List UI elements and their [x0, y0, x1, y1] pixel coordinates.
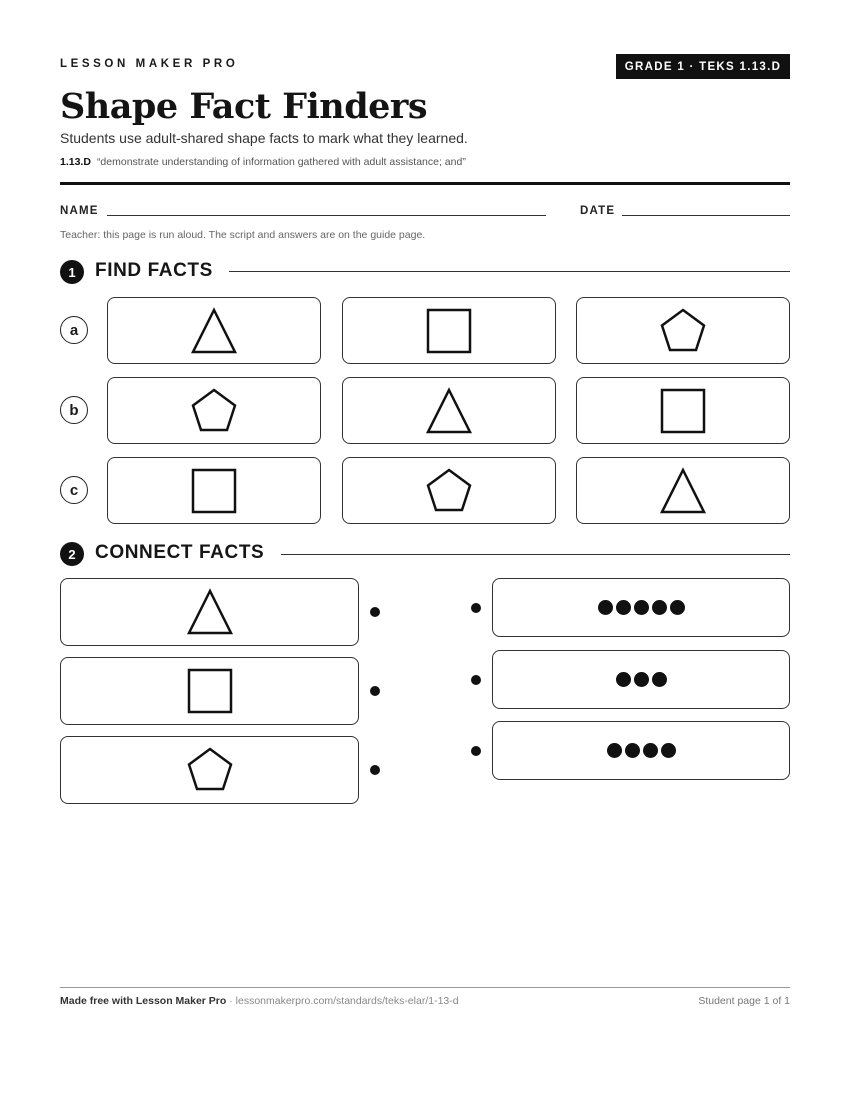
count-dot: [616, 672, 631, 687]
triangle-icon: [190, 307, 238, 355]
brand-name: LESSON MAKER PRO: [60, 58, 239, 70]
name-label: NAME: [60, 205, 99, 217]
connect-shape-card[interactable]: [60, 657, 359, 725]
shape-card-c1[interactable]: [107, 457, 321, 524]
triangle-icon: [186, 588, 234, 636]
teacher-note: Teacher: this page is run aloud. The script and answers are on the guide page.: [60, 229, 426, 241]
dot-count-card[interactable]: [492, 650, 790, 709]
section-1-rule: [229, 271, 790, 272]
dot-group: [616, 672, 667, 687]
connect-dot-right[interactable]: [471, 603, 481, 613]
square-icon: [659, 387, 707, 435]
row-label-c: c: [60, 476, 88, 504]
footer-brand: Made free with Lesson Maker Pro: [60, 995, 227, 1007]
connect-shape-card[interactable]: [60, 736, 359, 804]
row-label-a: a: [60, 316, 88, 344]
dot-group: [598, 600, 685, 615]
count-dot: [643, 743, 658, 758]
count-dot: [598, 600, 613, 615]
connect-dot-right[interactable]: [471, 675, 481, 685]
footer-separator: ·: [226, 995, 236, 1007]
grade-badge: GRADE 1 · TEKS 1.13.D: [616, 54, 790, 79]
header-divider: [60, 182, 790, 185]
pentagon-icon: [659, 307, 707, 355]
pentagon-icon: [190, 387, 238, 435]
count-dot: [616, 600, 631, 615]
connect-dot-left[interactable]: [370, 765, 380, 775]
shape-card-b1[interactable]: [107, 377, 321, 444]
dot-count-card[interactable]: [492, 721, 790, 780]
triangle-icon: [659, 467, 707, 515]
name-field[interactable]: [107, 215, 546, 216]
count-dot: [634, 672, 649, 687]
count-dot: [652, 600, 667, 615]
section-2-title: CONNECT FACTS: [95, 542, 265, 563]
square-icon: [425, 307, 473, 355]
standard-text: “demonstrate understanding of information gathered with adult assistance; and”: [96, 156, 466, 168]
connect-dot-left[interactable]: [370, 686, 380, 696]
section-2-rule: [281, 554, 790, 555]
shape-card-c3[interactable]: [576, 457, 790, 524]
footer-url[interactable]: lessonmakerpro.com/standards/teks-elar/1-13-d: [235, 995, 459, 1007]
standard-code: 1.13.D: [60, 156, 91, 168]
count-dot: [670, 600, 685, 615]
count-dot: [625, 743, 640, 758]
shape-card-b3[interactable]: [576, 377, 790, 444]
shape-card-a1[interactable]: [107, 297, 321, 364]
footer-page-number: Student page 1 of 1: [698, 995, 790, 1007]
footer-credit: [60, 995, 459, 1007]
square-icon: [190, 467, 238, 515]
page-subtitle: Students use adult-shared shape facts to mark what they learned.: [60, 130, 468, 146]
pentagon-icon: [425, 467, 473, 515]
row-label-b: b: [60, 396, 88, 424]
count-dot: [634, 600, 649, 615]
standard-line: [60, 156, 466, 168]
shape-card-b2[interactable]: [342, 377, 556, 444]
date-field[interactable]: [622, 215, 790, 216]
connect-shape-card[interactable]: [60, 578, 359, 646]
shape-card-a2[interactable]: [342, 297, 556, 364]
triangle-icon: [425, 387, 473, 435]
count-dot: [652, 672, 667, 687]
square-icon: [186, 667, 234, 715]
page-title: Shape Fact Finders: [60, 86, 428, 127]
footer-divider: [60, 987, 790, 988]
dot-group: [607, 743, 676, 758]
date-label: DATE: [580, 205, 616, 217]
section-1-title: FIND FACTS: [95, 260, 213, 281]
connect-dot-right[interactable]: [471, 746, 481, 756]
pentagon-icon: [186, 746, 234, 794]
section-1-number: 1: [60, 260, 84, 284]
dot-count-card[interactable]: [492, 578, 790, 637]
section-2-number: 2: [60, 542, 84, 566]
connect-dot-left[interactable]: [370, 607, 380, 617]
shape-card-c2[interactable]: [342, 457, 556, 524]
shape-card-a3[interactable]: [576, 297, 790, 364]
count-dot: [607, 743, 622, 758]
count-dot: [661, 743, 676, 758]
